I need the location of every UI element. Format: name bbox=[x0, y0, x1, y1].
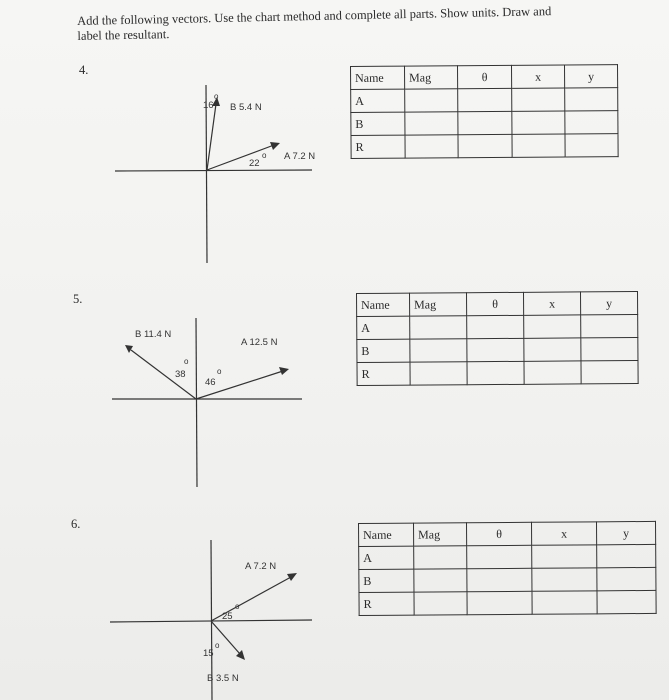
header-y: y bbox=[580, 292, 637, 315]
p5-angle-label-a: 46 bbox=[205, 377, 216, 388]
p5-angle-label-b: 38 bbox=[175, 369, 186, 380]
instructions-line-2: label the resultant. bbox=[77, 27, 170, 43]
p6-degree-mark-b: o bbox=[215, 641, 220, 650]
row-label-a: A bbox=[351, 89, 405, 112]
p6-angle-label-b: 15 bbox=[203, 648, 214, 659]
problem-5-number: 5. bbox=[73, 292, 83, 306]
header-theta: θ bbox=[458, 65, 512, 88]
header-name: Name bbox=[359, 523, 414, 546]
problem-6-number: 6. bbox=[71, 517, 81, 531]
header-name: Name bbox=[357, 293, 410, 316]
header-mag: Mag bbox=[405, 66, 458, 89]
row-label-b: B bbox=[359, 569, 414, 592]
problem-4-number: 4. bbox=[79, 63, 89, 77]
p5-degree-mark-b: o bbox=[184, 357, 189, 366]
cell-mag[interactable] bbox=[414, 546, 467, 569]
header-x: x bbox=[511, 65, 564, 88]
instructions-line-1: Add the following vectors. Use the chart method and complete all parts. Show units. Draw and bbox=[77, 4, 552, 28]
row-label-r: R bbox=[357, 362, 410, 385]
row-label-b: B bbox=[351, 112, 405, 135]
row-label-a: A bbox=[357, 316, 410, 339]
p4-degree-mark-b: o bbox=[214, 92, 219, 101]
p4-angle-label-b: 16 bbox=[203, 100, 214, 111]
row-label-a: A bbox=[359, 546, 414, 569]
p6-angle-label-a: 25 bbox=[222, 611, 233, 622]
cell-y[interactable] bbox=[597, 590, 656, 613]
p6-vector-label-a: A 7.2 N bbox=[245, 561, 277, 572]
cell-mag[interactable] bbox=[414, 569, 467, 592]
header-y: y bbox=[564, 65, 617, 88]
problem-6-table bbox=[358, 521, 657, 616]
p6-arrowhead-a bbox=[287, 573, 297, 581]
cell-x[interactable] bbox=[532, 591, 597, 614]
cell-x[interactable] bbox=[532, 545, 597, 568]
header-x: x bbox=[523, 292, 580, 315]
p6-vector-label-b: B 3.5 N bbox=[207, 673, 239, 684]
cell-theta[interactable] bbox=[467, 568, 532, 591]
header-name: Name bbox=[351, 66, 405, 89]
cell-theta[interactable] bbox=[467, 591, 532, 614]
p4-vector-label-a: A 7.2 N bbox=[284, 151, 316, 162]
header-theta: θ bbox=[467, 292, 524, 315]
row-label-r: R bbox=[351, 135, 405, 158]
cell-y[interactable] bbox=[597, 544, 656, 567]
table-row bbox=[359, 544, 656, 569]
row-label-b: B bbox=[357, 339, 410, 362]
p4-vector-label-b: B 5.4 N bbox=[230, 102, 262, 113]
cell-x[interactable] bbox=[532, 568, 597, 591]
row-label-r: R bbox=[359, 592, 414, 615]
cell-y[interactable] bbox=[597, 567, 656, 590]
header-y: y bbox=[596, 521, 655, 544]
p5-vector-label-b: B 11.4 N bbox=[135, 329, 172, 340]
p6-degree-mark-a: o bbox=[235, 602, 240, 611]
header-mag: Mag bbox=[414, 523, 467, 546]
header-mag: Mag bbox=[410, 293, 467, 316]
header-theta: θ bbox=[467, 522, 532, 545]
table-header-row bbox=[359, 521, 656, 546]
header-x: x bbox=[531, 522, 596, 545]
p5-degree-mark-a: o bbox=[217, 367, 222, 376]
table-row bbox=[359, 567, 656, 592]
cell-mag[interactable] bbox=[414, 592, 467, 615]
p4-angle-label-a: 22 bbox=[249, 158, 260, 169]
p4-degree-mark-a: o bbox=[262, 151, 267, 160]
table-row bbox=[359, 590, 656, 615]
cell-theta[interactable] bbox=[467, 545, 532, 568]
p5-vector-label-a: A 12.5 N bbox=[241, 337, 278, 348]
